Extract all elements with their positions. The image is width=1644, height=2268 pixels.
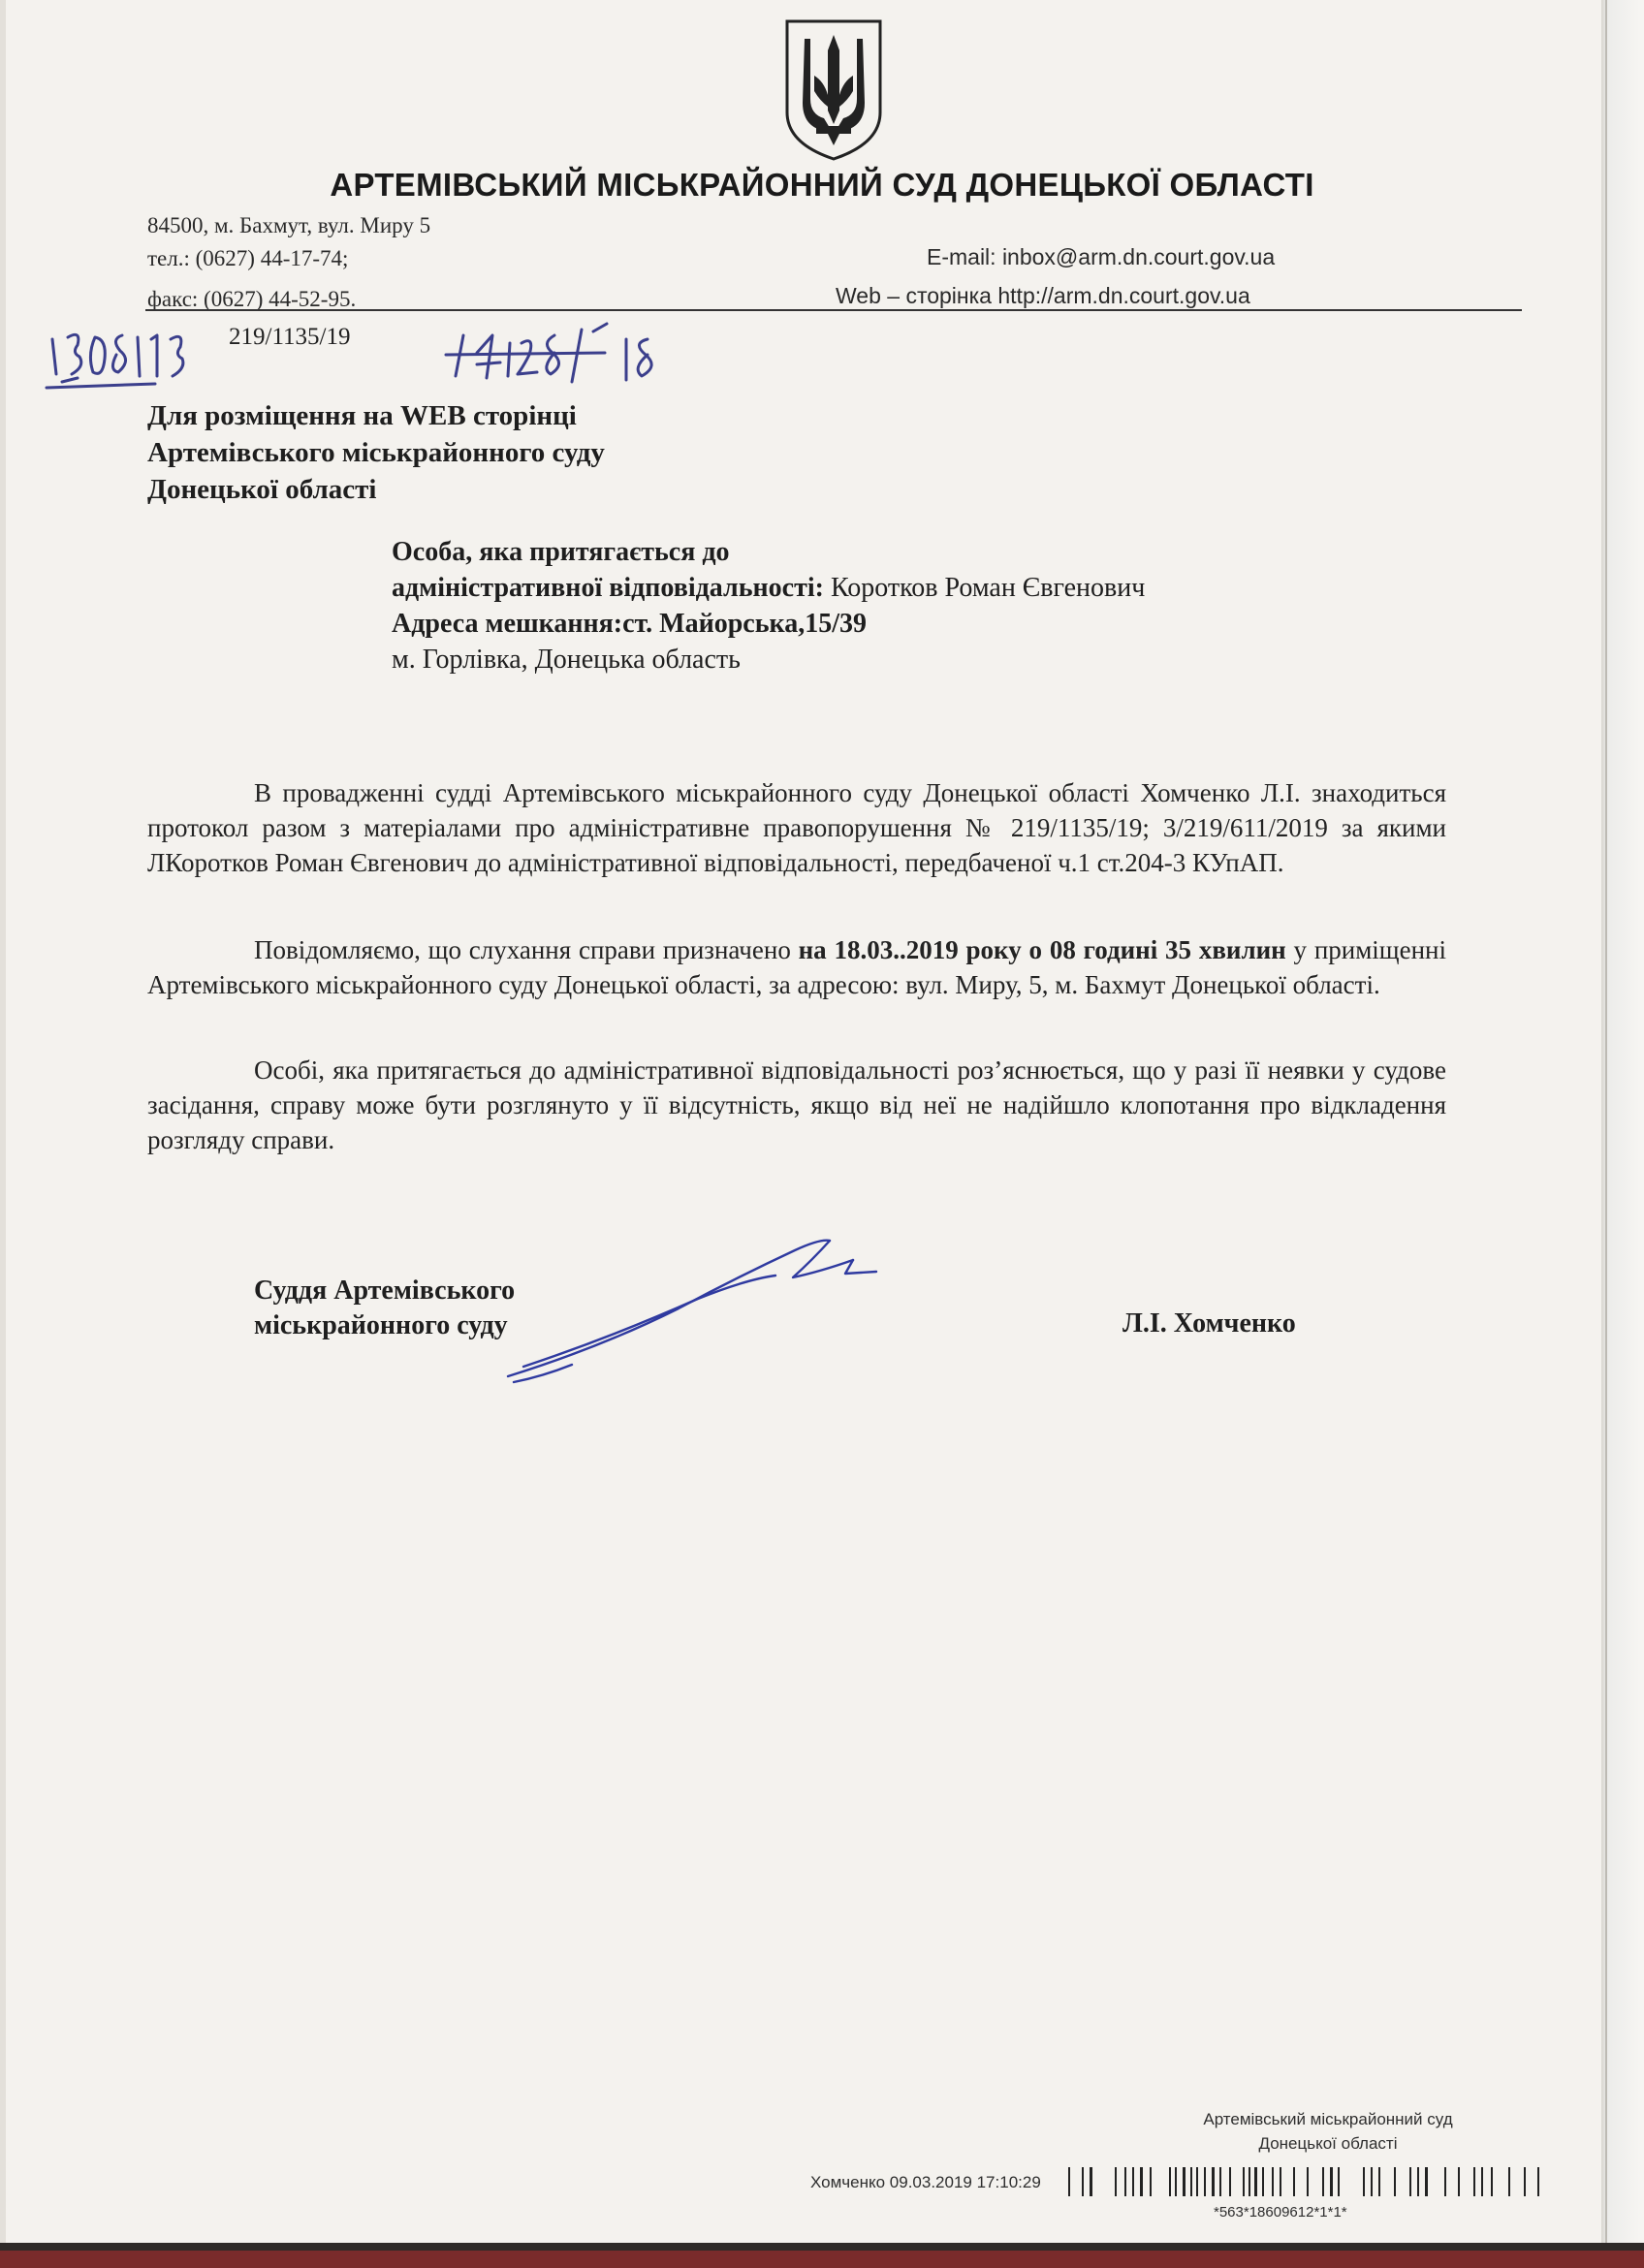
- signature-title: [254, 1274, 515, 1343]
- body-paragraph-1: [147, 775, 1446, 880]
- body-paragraph-2: [147, 932, 1446, 1002]
- court-phone: тел.: (0627) 44-17-74;: [147, 246, 349, 270]
- handwritten-registration-marks: [39, 310, 698, 407]
- scan-left-edge: [0, 0, 6, 2268]
- paragraph-text: Особі, яка притягається до адміністративної відповідальності роз’яснюється, що у разі її неявки у судове засідання, справу може бути розглянуто у її відсутність, якщо від неї не надійшло клопотання про відкладення розгляду справи.: [147, 1055, 1446, 1154]
- judge-name: Л.І. Хомченко: [1122, 1308, 1296, 1339]
- person-label-2: адміністративної відповідальності:: [392, 573, 824, 603]
- addressee-line: Артемівського міськрайонного суду: [147, 437, 605, 468]
- address-line: [392, 606, 1458, 642]
- court-website: Web – сторінка http://arm.dn.court.gov.ua: [836, 283, 1250, 308]
- court-address: 84500, м. Бахмут, вул. Миру 5: [147, 213, 431, 237]
- court-fax: факс: (0627) 44-52-95.: [147, 287, 357, 311]
- stamp-court-line: Артемівський міськрайонний суд: [1203, 2110, 1453, 2128]
- person-line: [392, 570, 1458, 606]
- coat-of-arms-icon: [781, 17, 886, 163]
- scan-right-edge-line: [1605, 0, 1607, 2268]
- paragraph-text: В провадженні судді Артемівського міськрайонного суду Донецької області Хомченко Л.І. знаходиться протокол разом з матеріалами про адміністративне правопорушення № 219/1135/19; 3/219/611/2019 за якими ЛКоротков Роман Євгенович до адміністративної відповідальності, передбаченої ч.1 ст.204-3 КУпАП.: [147, 778, 1446, 877]
- court-title: АРТЕМІВСЬКИЙ МІСЬКРАЙОННИЙ СУД ДОНЕЦЬКОЇ ОБЛАСТІ: [330, 167, 1314, 203]
- address-city: м. Горлівка, Донецька область: [392, 645, 741, 675]
- signature-title-line: міськрайонного суду: [254, 1310, 508, 1340]
- stamp-court-line: Донецької області: [1258, 2134, 1398, 2153]
- registration-stamp-court: [1134, 2107, 1522, 2156]
- person-name: Коротков Роман Євгенович: [830, 573, 1146, 603]
- body-paragraph-3: [147, 1053, 1446, 1157]
- addressee-line: Для розміщення на WEB сторінці: [147, 400, 577, 431]
- recipient-block: [392, 534, 1458, 677]
- scan-bottom-edge: [0, 2251, 1644, 2268]
- person-label: Особа, яка притягається до: [392, 537, 730, 567]
- court-email: E-mail: inbox@arm.dn.court.gov.ua: [927, 244, 1276, 269]
- scan-bottom-shadow: [0, 2243, 1644, 2251]
- address-label: Адреса мешкання:: [392, 609, 623, 639]
- addressee-line: Донецької області: [147, 474, 377, 505]
- case-number: 219/1135/19: [229, 324, 351, 350]
- scan-right-edge: [1601, 0, 1644, 2268]
- address-street: ст. Майорська,15/39: [622, 609, 868, 639]
- handwritten-signature: [485, 1231, 892, 1396]
- hearing-datetime: на 18.03..2019 року о 08 годині 35 хвилин: [798, 935, 1286, 964]
- paragraph-text: Повідомляємо, що слухання справи призначено: [254, 935, 799, 964]
- signature-title-line: Суддя Артемівського: [254, 1276, 516, 1306]
- paragraph-text: у приміщенні Артемівського міськрайонного суду Донецької області, за адресою: вул. Миру, 5, м. Бахмут Донецької області.: [147, 935, 1446, 999]
- addressee-block: [147, 397, 826, 508]
- barcode-code: *563*18609612*1*1*: [1214, 2204, 1347, 2221]
- registration-user-time: Хомченко 09.03.2019 17:10:29: [810, 2173, 1041, 2191]
- barcode-icon: [1068, 2163, 1543, 2198]
